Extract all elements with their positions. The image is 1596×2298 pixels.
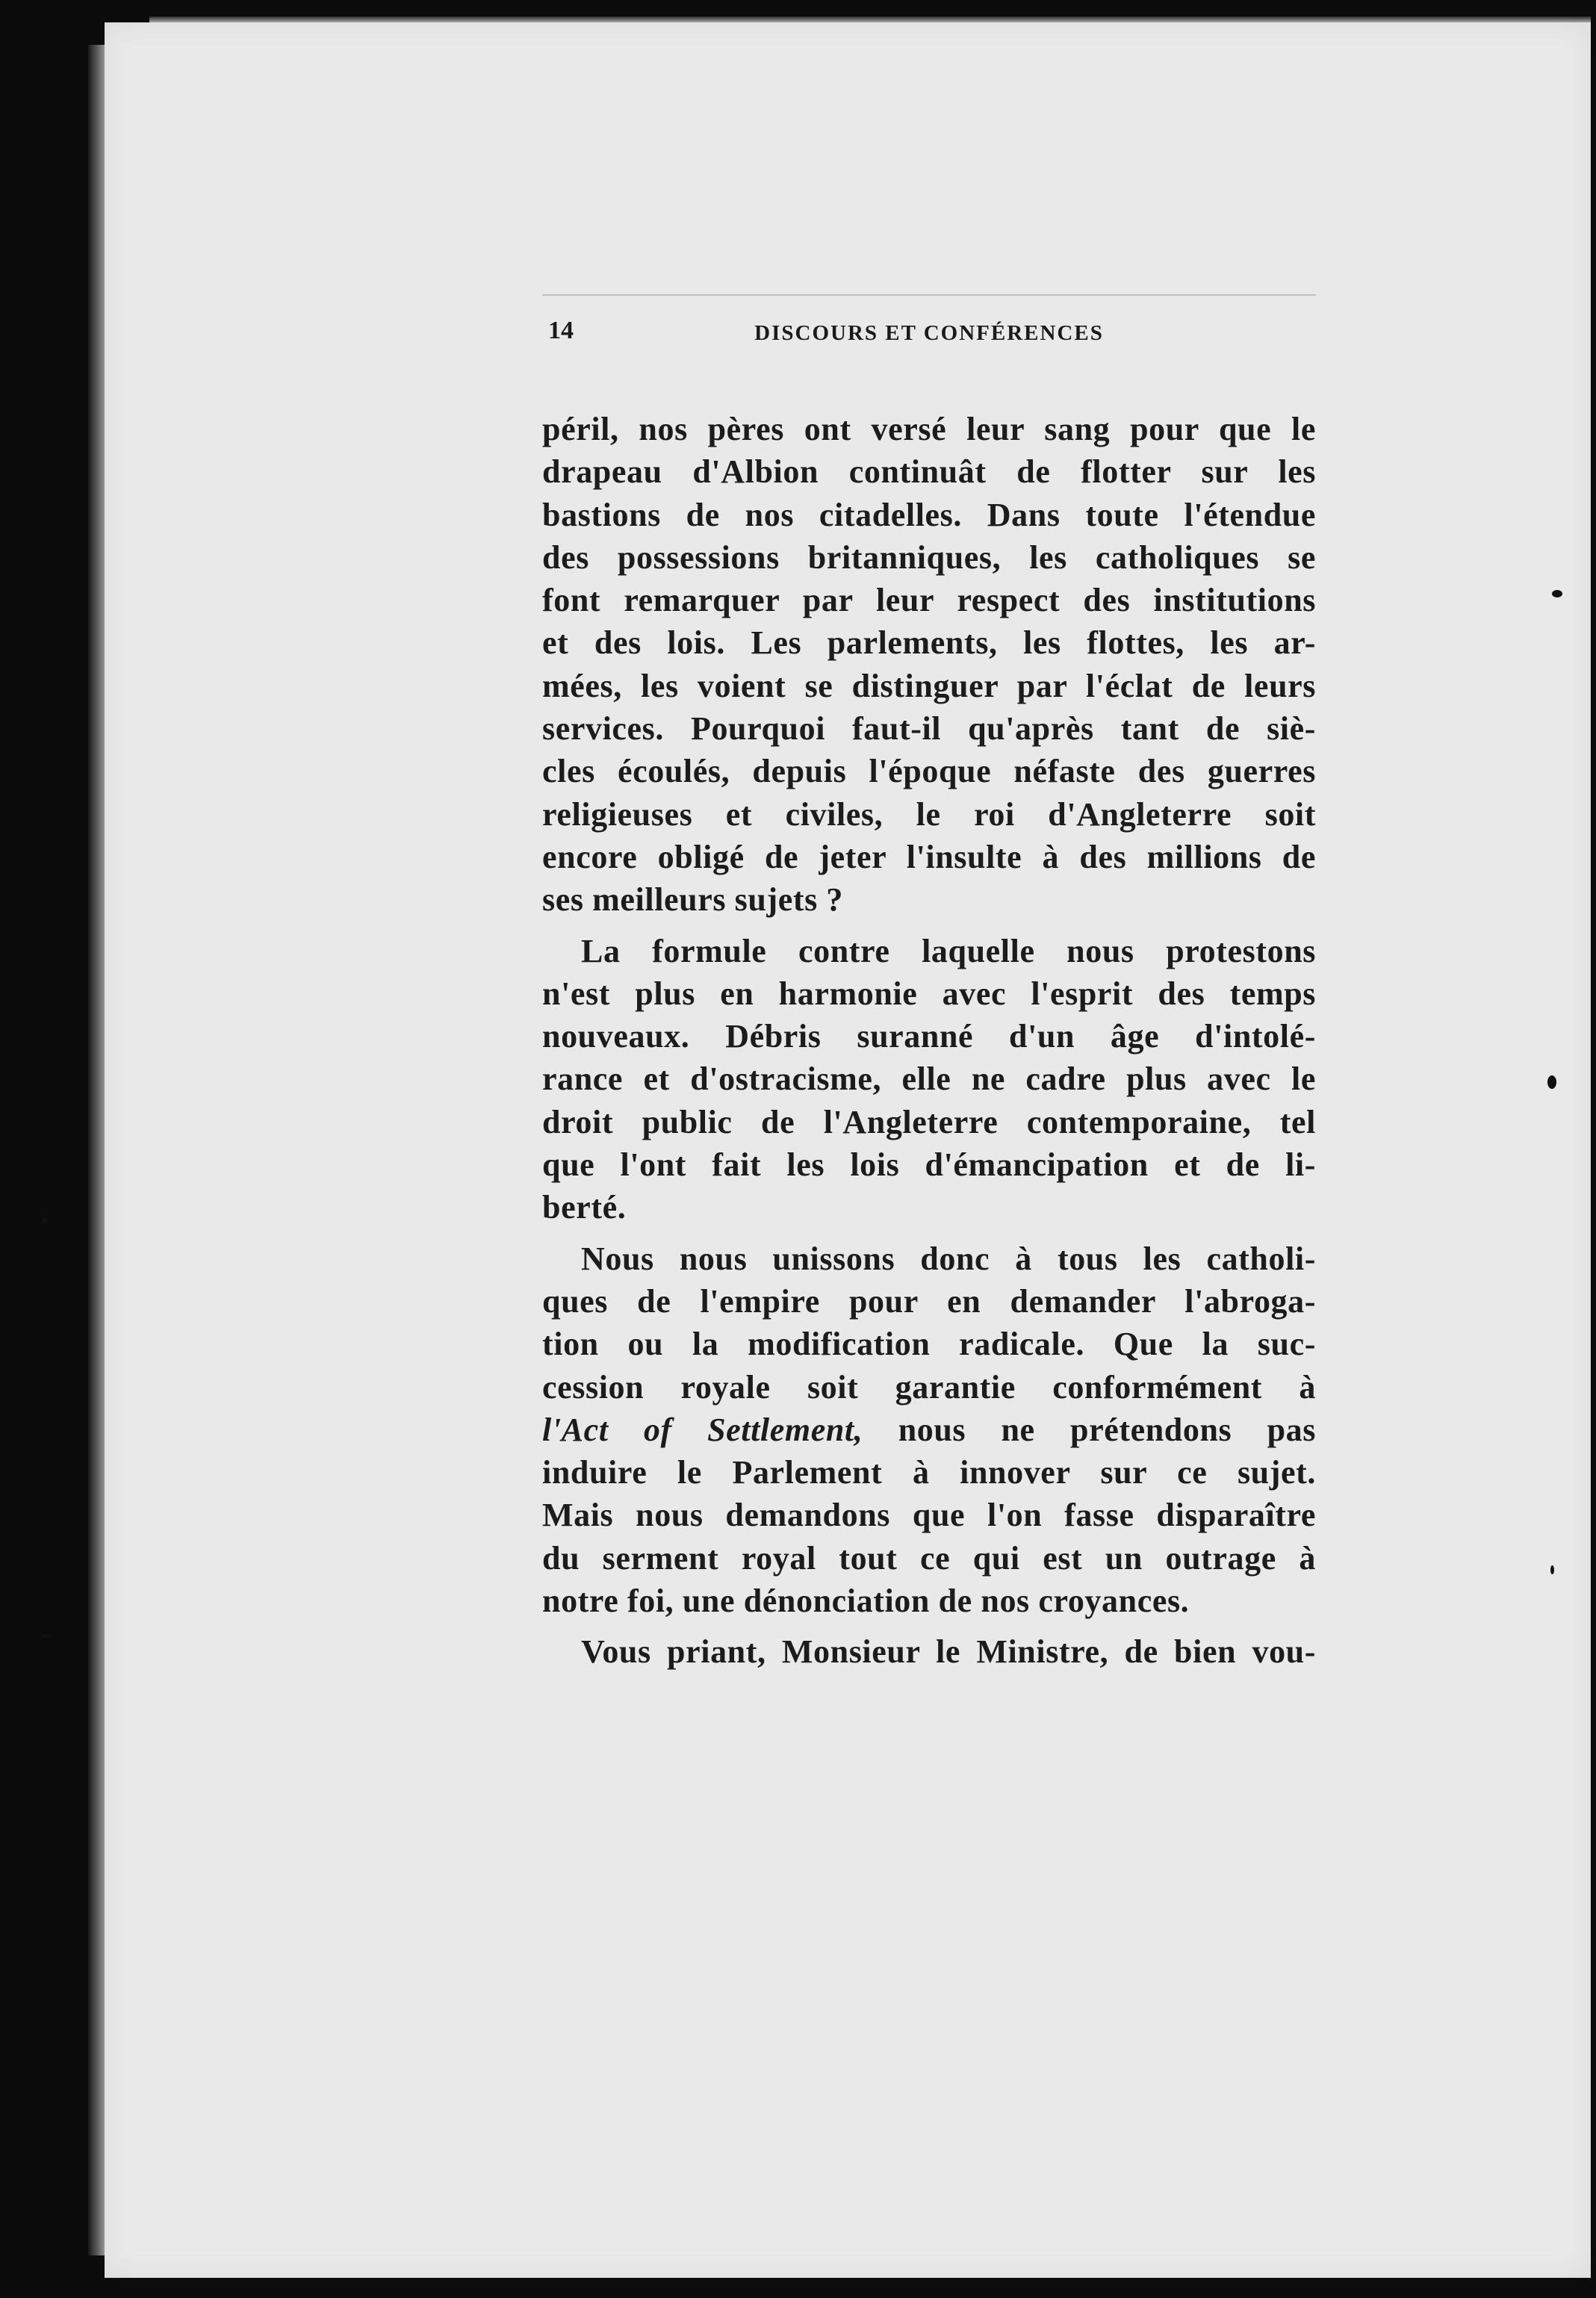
text-line: rance et d'ostracisme, elle ne cadre plus avec le — [542, 1061, 1316, 1098]
body-text — [542, 408, 1316, 1682]
text-line: encore obligé de jeter l'insulte à des millions de — [542, 838, 1316, 875]
text-line: tion ou la modification radicale. Que la suc- — [542, 1326, 1316, 1363]
running-title: DISCOURS ET CONFÉRENCES — [754, 321, 1104, 345]
paragraph — [542, 1630, 1316, 1673]
text-line: bastions de nos citadelles. Dans toute l'étendue — [542, 496, 1316, 533]
text-line: Nous nous unissons donc à tous les catholi- — [581, 1240, 1316, 1277]
text-line: Vous priant, Monsieur le Ministre, de bien vou- — [581, 1633, 1316, 1671]
text-line — [542, 1409, 1316, 1451]
paragraph — [542, 408, 1316, 922]
paragraph — [542, 930, 1316, 1229]
text-line: ses meilleurs sujets ? — [542, 881, 844, 919]
text-line: drapeau d'Albion continuât de flotter sur les — [542, 453, 1316, 491]
page-number: 14 — [548, 317, 574, 344]
header-rule — [542, 294, 1316, 296]
text-line: des possessions britanniques, les catholiques se — [542, 538, 1316, 576]
text-line: du serment royal tout ce qui est un outrage à — [542, 1539, 1316, 1577]
text-line: induire le Parlement à innover sur ce sujet. — [542, 1454, 1316, 1491]
text-line: cles écoulés, depuis l'époque néfaste des guerres — [542, 753, 1316, 790]
text-line: berté. — [542, 1189, 627, 1226]
text-line: Mais nous demandons que l'on fasse disparaître — [542, 1497, 1316, 1534]
text-line: et des lois. Les parlements, les flottes, les ar- — [542, 624, 1316, 662]
margin-speck — [40, 1634, 51, 1638]
paragraph — [542, 1237, 1316, 1623]
margin-speck — [1547, 1075, 1556, 1089]
text-line: péril, nos pères ont versé leur sang pour que le — [542, 411, 1316, 447]
text-line: nouveaux. Débris suranné d'un âge d'intolé- — [542, 1018, 1316, 1055]
text-line: droit public de l'Angleterre contemporaine, tel — [542, 1103, 1316, 1140]
text-line: cession royale soit garantie conformément à — [542, 1368, 1316, 1406]
text-line: religieuses et civiles, le roi d'Angleterre soit — [542, 795, 1316, 833]
text-line: services. Pourquoi faut-il qu'après tant de siè- — [542, 710, 1316, 748]
text-line: font remarquer par leur respect des institutions — [542, 582, 1316, 619]
text-line: notre foi, une dénonciation de nos croyances. — [542, 1583, 1190, 1620]
text-line: que l'ont fait les lois d'émancipation et de li- — [542, 1146, 1316, 1184]
margin-speck — [42, 1217, 48, 1223]
text-line: La formule contre laquelle nous protestons — [581, 932, 1316, 969]
margin-speck — [1552, 590, 1562, 597]
margin-speck — [1550, 1565, 1554, 1574]
text-fragment: nous ne prétendons pas — [898, 1411, 1317, 1448]
text-line: mées, les voient se distinguer par l'éclat de leurs — [542, 667, 1316, 704]
text-line: ques de l'empire pour en demander l'abroga- — [542, 1282, 1316, 1320]
italic-title: l'Act of Settlement, — [542, 1411, 863, 1448]
text-line: n'est plus en harmonie avec l'esprit des temps — [542, 975, 1316, 1012]
running-head — [542, 317, 1316, 354]
